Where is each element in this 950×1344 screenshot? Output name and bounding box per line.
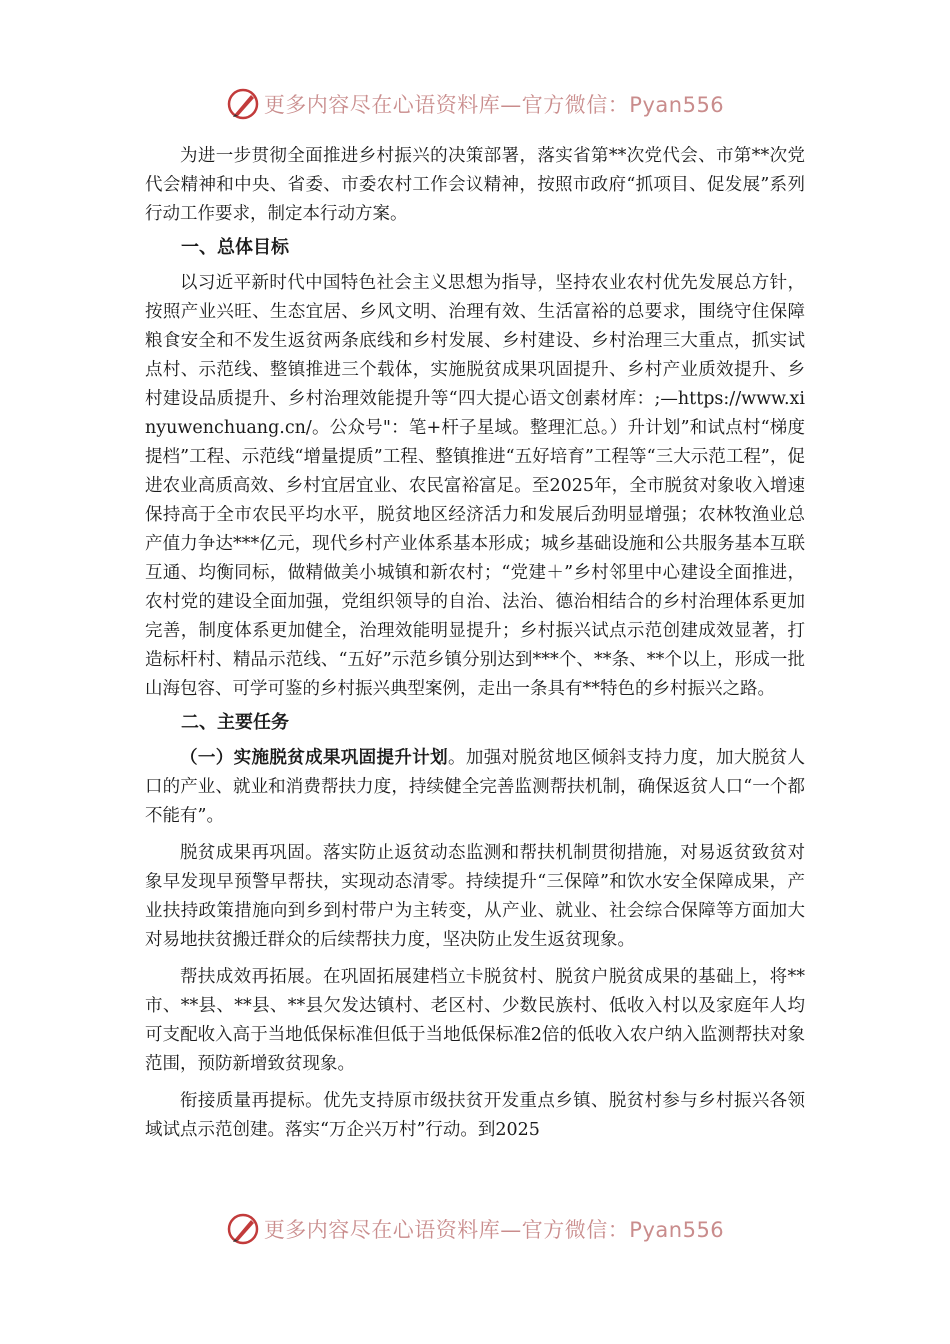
assistance-paragraph: 帮扶成效再拓展。在巩固拓展建档立卡脱贫村、脱贫户脱贫成果的基础上，将**市、**县、**县、**县欠发达镇村、老区村、少数民族村、低收入村以及家庭年人均可支配收入高于当地低保标准但低于当地低保标准2倍的低收入农户纳入监测帮扶对象范围，预防新增致贫现象。 xyxy=(145,967,805,1074)
section-heading-tasks: 二、主要任务 xyxy=(181,712,289,733)
watermark-text: 更多内容尽在心语资料库—官方微信：Pyan556 xyxy=(263,93,725,117)
intro-paragraph: 为进一步贯彻全面推进乡村振兴的决策部署，落实省第**次党代会、市第**次党代会精神和中央、省委、市委农村工作会议精神，按照市政府“抓项目、促发展”系列行动工作要求，制定本行动方案。 xyxy=(145,146,805,224)
pen-circle-logo-icon xyxy=(226,87,260,121)
document-body xyxy=(145,142,805,1153)
task1-title: （一）实施脱贫成果巩固提升计划 xyxy=(180,748,449,768)
watermark-text: 更多内容尽在心语资料库—官方微信：Pyan556 xyxy=(263,1218,725,1242)
task1-paragraph xyxy=(145,744,805,831)
section-heading-goals: 一、总体目标 xyxy=(181,237,289,258)
pen-circle-logo-icon xyxy=(226,1212,260,1246)
task1-body: 。加强对脱贫地区倾斜支持力度，加大脱贫人口的产业、就业和消费帮扶力度，持续健全完善监测帮扶机制，确保返贫人口“一个都不能有”。 xyxy=(145,748,805,826)
header-watermark xyxy=(0,82,950,126)
footer-watermark xyxy=(0,1207,950,1251)
consolidation-paragraph: 脱贫成果再巩固。落实防止返贫动态监测和帮扶机制贯彻措施，对易返贫致贫对象早发现早预警早帮扶，实现动态清零。持续提升“三保障”和饮水安全保障成果，产业扶持政策措施向到乡到村带户为主转变，从产业、就业、社会综合保障等方面加大对易地扶贫搬迁群众的后续帮扶力度，坚决防止发生返贫现象。 xyxy=(145,843,805,950)
quality-paragraph: 衔接质量再提标。优先支持原市级扶贫开发重点乡镇、脱贫村参与乡村振兴各领域试点示范创建。落实“万企兴万村”行动。到2025 xyxy=(145,1091,805,1140)
goals-paragraph: 以习近平新时代中国特色社会主义思想为指导，坚持农业农村优先发展总方针，按照产业兴旺、生态宜居、乡风文明、治理有效、生活富裕的总要求，围绕守住保障粮食安全和不发生返贫两条底线和乡村发展、乡村建设、乡村治理三大重点，抓实试点村、示范线、整镇推进三个载体，实施脱贫成果巩固提升、乡村产业质效提升、乡村建设品质提升、乡村治理效能提升等“四大提心语文创素材库：;—https://www.xinyuwenchuang.cn/。公众号"：笔+杆子星域。整理汇总。）升计划”和试点村“梯度提档”工程、示范线“增量提质”工程、整镇推进“五好培育”工程等“三大示范工程”，促进农业高质高效、乡村宜居宜业、农民富裕富足。至2025年，全市脱贫对象收入增速保持高于全市农民平均水平，脱贫地区经济活力和发展后劲明显增强；农林牧渔业总产值力争达***亿元，现代乡村产业体系基本形成；城乡基础设施和公共服务基本互联互通、均衡同标，做精做美小城镇和新农村；“党建＋”乡村邻里中心建设全面推进，农村党的建设全面加强，党组织领导的自治、法治、德治相结合的乡村治理体系更加完善，制度体系更加健全，治理效能明显提升；乡村振兴试点示范创建成效显著，打造标杆村、精品示范线、“五好”示范乡镇分别达到***个、**条、**个以上，形成一批山海包容、可学可鉴的乡村振兴典型案例，走出一条具有**特色的乡村振兴之路。 xyxy=(145,273,805,699)
